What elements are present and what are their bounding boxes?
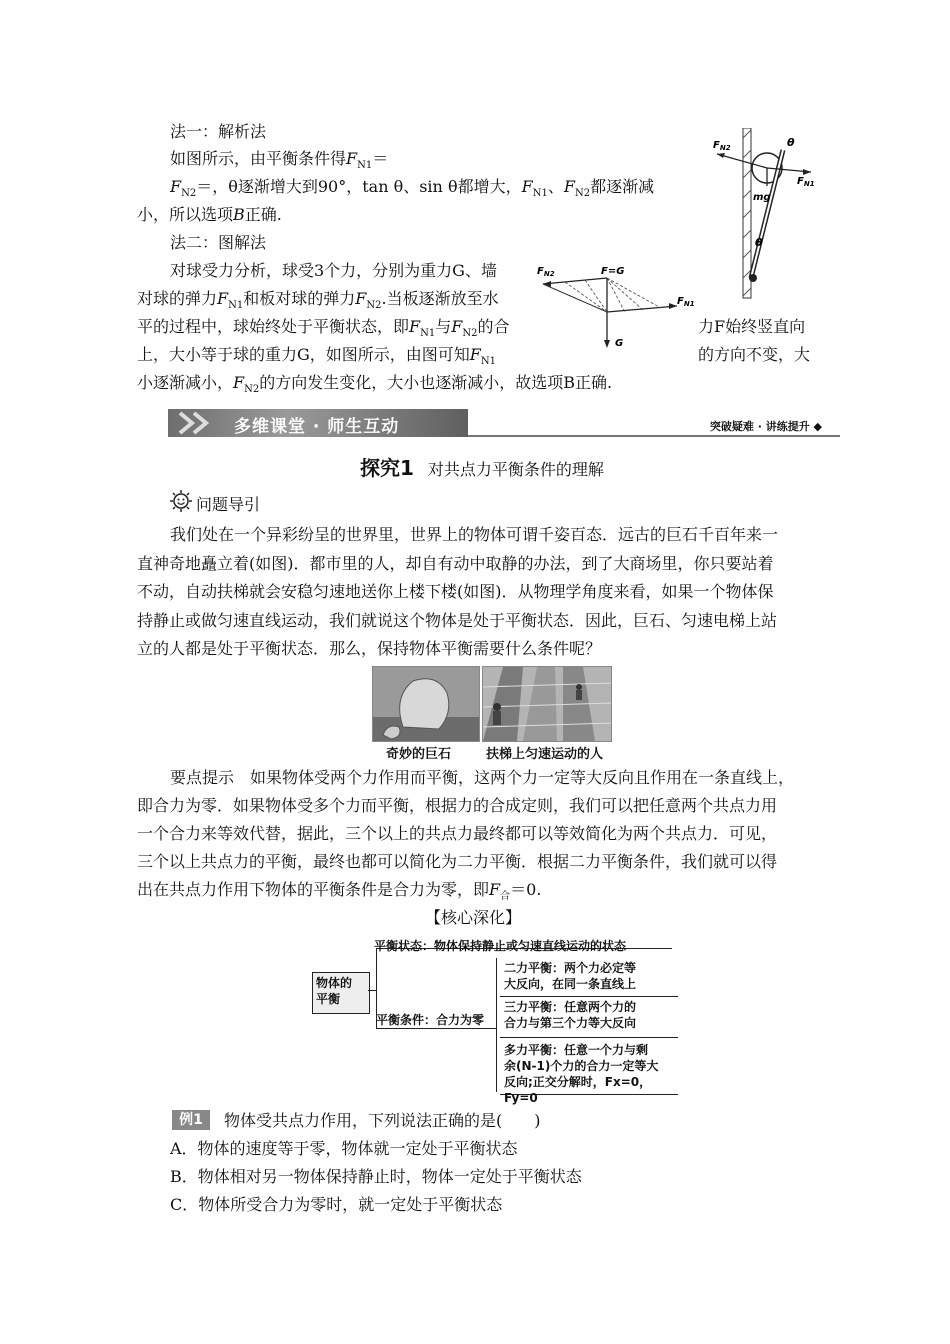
svg-text:FN2: $F_{N2}$ [537,266,555,278]
svg-text:FN1: $F_{N1}$ [797,176,815,188]
option-b: B．物体相对另一物体保持静止时，物体一定处于平衡状态 [170,1167,582,1186]
rock-caption: 奇妙的巨石 [386,747,452,762]
multi-force-box: 多力平衡：任意一个力与剩 余(N-1)个力的合力一定等大 反向;正交分解时，Fx=0，Fy=0 [500,1040,678,1095]
tree-condition: 平衡条件：合力为零 [376,1013,485,1027]
guide-label: 问题导引 [196,495,261,514]
sun-smile-icon [170,490,192,512]
example-question: 物体受共点力作用，下列说法正确的是( ) [224,1111,541,1130]
section-number: 探究1 [360,456,414,480]
wall-ball-diagram [705,128,825,300]
keypoint-p2: 即合力为零．如果物体受多个力而平衡，根据力的合成定则，我们可以把任意两个共点力用 [137,796,778,815]
guide-p5: 立的人都是处于平衡状态．那么，保持物体平衡需要什么条件呢？ [137,639,602,658]
section-banner [168,409,840,439]
svg-text:θ: θ [755,236,763,249]
tree-connector [368,990,376,991]
guide-p4: 持静止或做匀速直线运动，我们就说这个物体是处于平衡状态．因此，巨石、匀速电梯上站 [137,611,778,630]
keypoint-p1: 要点提示 如果物体受两个力作用而平衡，这两个力一定等大反向且作用在一条直线上， [170,768,795,787]
svg-text:θ: θ [787,136,795,149]
core-title: 【核心深化】 [425,908,522,927]
method2-title: 法二：图解法 [170,233,267,252]
svg-text:F=G: F=G [601,266,625,277]
svg-text:FN1: $F_{N1}$ [677,296,695,308]
force-triangle-diagram [535,262,705,352]
option-a: A．物体的速度等于零，物体就一定处于平衡状态 [170,1139,518,1158]
two-force-box: 二力平衡：两个力必定等 大反向，在同一条直线上 [500,958,678,997]
example-badge: 例1 [172,1110,210,1130]
option-c: C．物体所受合力为零时，就一定处于平衡状态 [170,1195,503,1214]
method2-line3: 平的过程中，球始终处于平衡状态，即$F_{N1}$与$F_{N2}$的合 [137,317,510,340]
guide-p1: 我们处在一个异彩纷呈的世界里，世界上的物体可谓千姿百态．远古的巨石千百年来一 [170,525,779,544]
keypoint-p4: 三个以上共点力的平衡，最终也都可以简化为二力平衡．根据二力平衡条件，我们就可以得 [137,852,778,871]
banner-underline [468,435,840,437]
method1-title: 法一：解析法 [170,122,267,141]
method1-line3: 小，所以选项B正确. [137,205,282,224]
keypoint-p5: 出在共点力作用下物体的平衡条件是合力为零，即$F_合=0$. [137,880,542,903]
guide-p2: 直神奇地矗立着(如图)．都市里的人，却自有动中取静的办法，到了大商场里，你只要站着 [137,554,774,573]
svg-text:mg: mg [753,192,771,203]
rock-photo [372,666,480,742]
escalator-caption: 扶梯上匀速运动的人 [486,747,604,762]
method2-line2: 对球的弹力$F_{N1}$和板对球的弹力$F_{N2}$.当板逐渐放至水 [137,289,499,312]
chevron-icon [176,411,226,435]
banner-title: 多维课堂 · 师生互动 [234,417,400,437]
method2-line4-right: 的方向不变，大 [698,345,811,364]
tree-cond-branch [496,958,497,1092]
tree-root: 物体的 平衡 [312,972,370,1014]
three-force-box: 三力平衡：任意两个力的 合力与第三个力等大反向 [500,996,678,1038]
banner-right: 突破疑难 · 讲练提升 ◆ [709,420,822,433]
keypoint-p3: 一个合力来等效代替，据此，三个以上的共点力最终都可以等效简化为两个共点力．可见， [137,824,778,843]
method2-line3-right: 力F始终竖直向 [698,317,806,336]
method2-line1: 对球受力分析，球受3个力，分别为重力G、墙 [170,261,497,280]
method1-line1: 如图所示，由平衡条件得$F_{N1}=$ [170,149,389,172]
method1-line2: $F_{N2}=$，θ逐渐增大到90°，tan θ、sin θ都增大，$F_{N1}$、$F_{N2}$都逐渐减 [170,177,655,200]
section-heading: 对共点力平衡条件的理解 [427,460,604,479]
guide-p3: 不动，自动扶梯就会安稳匀速地送你上楼下楼(如图)．从物理学角度来看，如果一个物体保 [137,582,774,601]
method2-line5: 小逐渐减小，$F_{N2}$的方向发生变化，大小也逐渐减小，故选项B正确. [137,373,613,396]
method2-line4: 上，大小等于球的重力G，如图所示，由图可知$F_{N1}$ [137,345,497,368]
svg-text:FN2: $F_{N2}$ [713,140,731,152]
svg-text:G: G [615,338,624,349]
tree-cond-line [376,1028,496,1029]
tree-state: 平衡状态：物体保持静止或匀速直线运动的状态 [374,939,627,953]
escalator-photo [482,666,612,742]
section-title [360,452,604,481]
